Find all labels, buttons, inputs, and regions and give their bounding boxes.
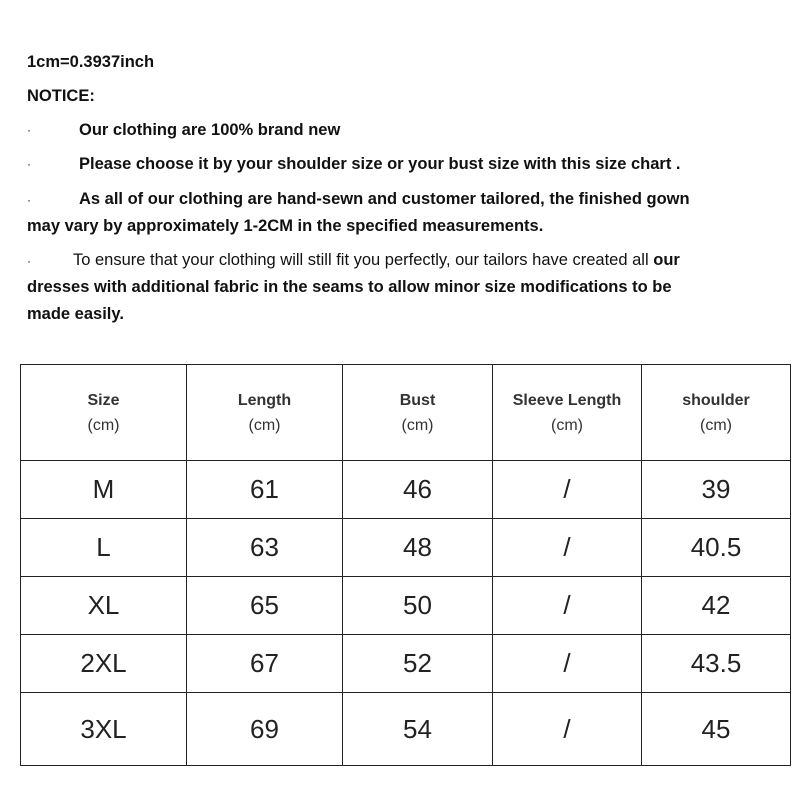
cell-sleeve-length: / (493, 635, 642, 693)
note-text: As all of our clothing are hand-sewn and customer tailored, the finished gown (79, 190, 690, 208)
cell-shoulder: 42 (642, 577, 791, 635)
cell-bust: 50 (343, 577, 493, 635)
cell-shoulder: 39 (642, 461, 791, 519)
cell-sleeve-length: / (493, 461, 642, 519)
cell-bust: 52 (343, 635, 493, 693)
table-header-row (21, 365, 791, 461)
cell-shoulder: 43.5 (642, 635, 791, 693)
cell-shoulder: 40.5 (642, 519, 791, 577)
table-row (21, 693, 791, 766)
size-notes (27, 50, 767, 328)
header-length: Length (cm) (187, 365, 343, 461)
note-text: Our clothing are 100% brand new (79, 121, 341, 139)
note-item (27, 247, 767, 328)
cell-length: 63 (187, 519, 343, 577)
cell-size: 3XL (21, 693, 187, 766)
note-text: Please choose it by your shoulder size or your bust size with this size chart . (79, 155, 681, 173)
bullet-icon: · (27, 193, 31, 207)
notice-title: NOTICE: (27, 87, 95, 105)
bullet-icon: · (27, 157, 31, 171)
note-text: To ensure that your clothing will still fit you perfectly, our tailors have created all (73, 251, 649, 269)
size-chart-table (20, 364, 791, 766)
bullet-icon: · (27, 254, 31, 268)
note-text-continued: may vary by approximately 1-2CM in the specified measurements. (27, 217, 544, 235)
bullet-icon: · (27, 123, 31, 137)
cell-size: XL (21, 577, 187, 635)
note-item (27, 186, 767, 240)
cell-sleeve-length: / (493, 577, 642, 635)
header-sleeve-length: Sleeve Length (cm) (493, 365, 642, 461)
cell-length: 69 (187, 693, 343, 766)
cell-shoulder: 45 (642, 693, 791, 766)
header-size: Size (cm) (21, 365, 187, 461)
table-row (21, 577, 791, 635)
table-row (21, 461, 791, 519)
note-item (27, 118, 767, 152)
cell-bust: 46 (343, 461, 493, 519)
note-item (27, 152, 767, 186)
cell-sleeve-length: / (493, 693, 642, 766)
note-text-continued: made easily. (27, 305, 124, 323)
cell-length: 67 (187, 635, 343, 693)
cell-size: M (21, 461, 187, 519)
cell-bust: 48 (343, 519, 493, 577)
header-shoulder: shoulder (cm) (642, 365, 791, 461)
conversion-text: 1cm=0.3937inch (27, 53, 155, 71)
table-row (21, 519, 791, 577)
table-row (21, 635, 791, 693)
note-text-continued: dresses with additional fabric in the seams to allow minor size modifications to be (27, 278, 672, 296)
cell-size: 2XL (21, 635, 187, 693)
header-bust: Bust (cm) (343, 365, 493, 461)
cell-length: 61 (187, 461, 343, 519)
cell-length: 65 (187, 577, 343, 635)
cell-bust: 54 (343, 693, 493, 766)
cell-size: L (21, 519, 187, 577)
cell-sleeve-length: / (493, 519, 642, 577)
note-text-tail: our (653, 251, 680, 269)
